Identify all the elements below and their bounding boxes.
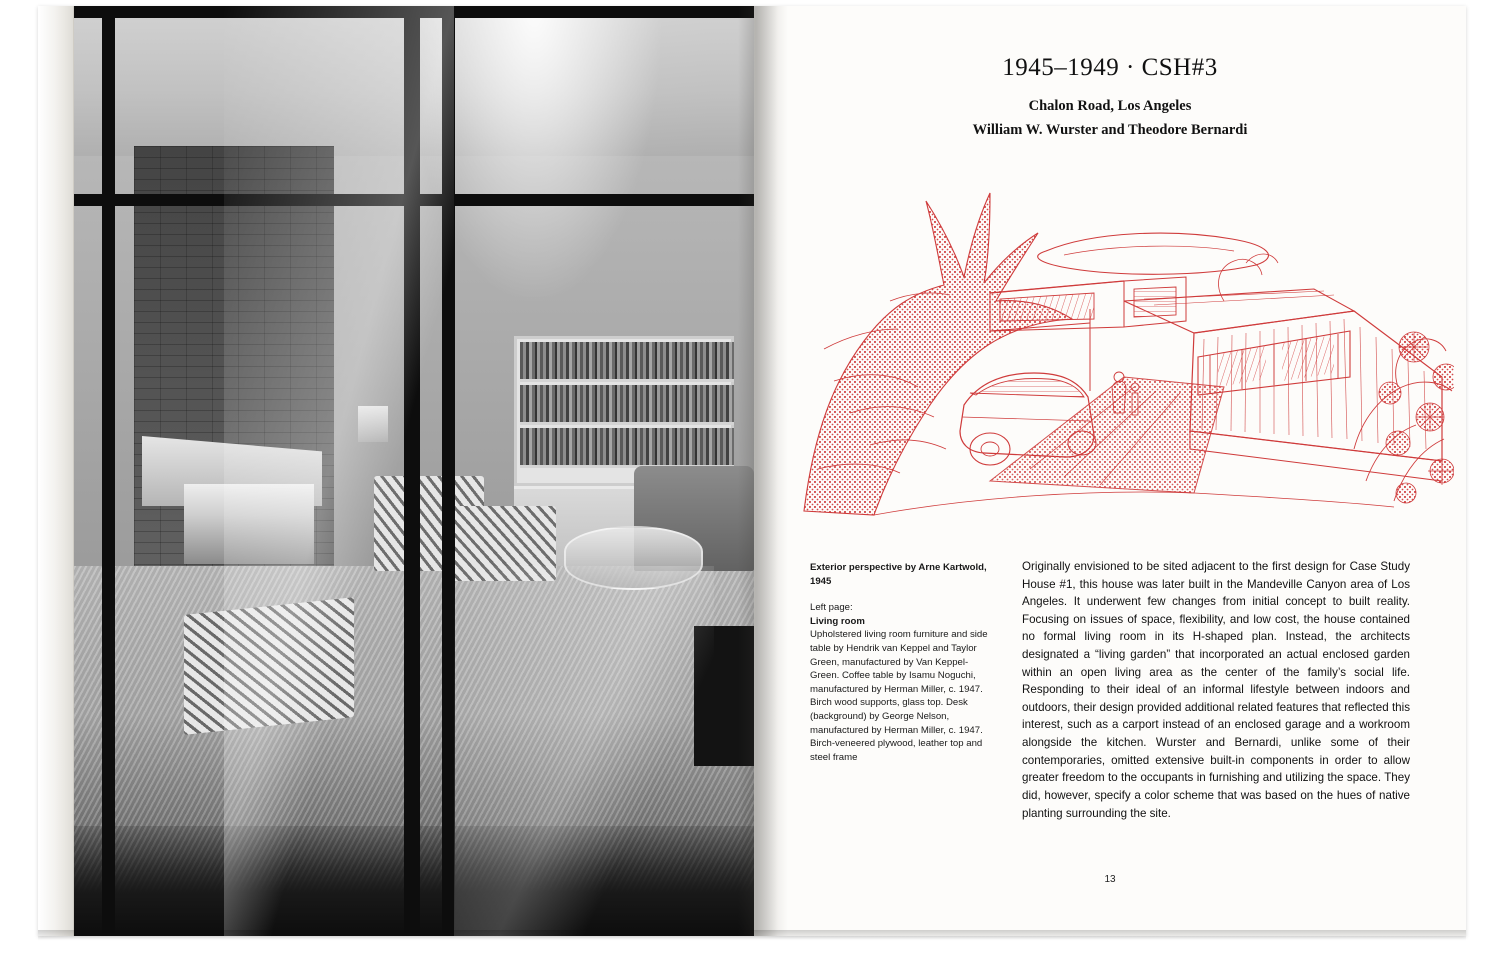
- photo-bookshelf-row: [520, 342, 734, 382]
- page-edge: [38, 6, 74, 936]
- photo-bookshelf-row: [520, 385, 734, 425]
- photo-foreground-chair: [184, 597, 354, 735]
- gutter-shadow: [754, 6, 788, 936]
- caption-lead-bold: Living room: [810, 615, 865, 627]
- interior-photo: [74, 6, 754, 936]
- photo-coffee-table: [564, 526, 703, 590]
- title-block: [754, 54, 1466, 139]
- photo-fireplace-opening: [184, 484, 314, 564]
- window-frame-vertical: [442, 6, 455, 936]
- caption-column: [810, 561, 992, 765]
- photo-foreground-desk: [694, 626, 754, 766]
- exterior-perspective-drawing: [794, 181, 1454, 531]
- window-frame-vertical: [102, 6, 115, 936]
- subtitle-location: Chalon Road, Los Angeles: [1028, 98, 1192, 114]
- caption-body: Upholstered living room furniture and side table by Hendrik van Keppel and Taylor Green, manufactured by Van Keppel-Green. Coffee table by Isamu Noguchi, manufactured by Herman Miller, c. 1947. Birch wood supports, glass top. Desk (background) by George Nelson, manufactured by Herman Miller, c. 1947. Birch-veneered plywood, leather top and steel frame: [810, 629, 988, 763]
- window-frame-vertical: [404, 6, 420, 936]
- page-number: 13: [1104, 874, 1116, 885]
- page-title: 1945–1949 · CSH#3: [1002, 54, 1218, 81]
- photo-table-lamp: [358, 406, 388, 442]
- open-book: [38, 6, 1466, 936]
- drawing-credit: Exterior perspective by Arne Kartwold, 1945: [810, 562, 987, 587]
- photo-upholstered-ottoman: [446, 506, 556, 581]
- photo-bookshelf-row: [520, 428, 734, 468]
- book-drop-shadow: [38, 930, 1466, 940]
- right-page: [754, 6, 1466, 936]
- caption-lead-small: Left page:: [810, 602, 853, 614]
- body-text: Originally envisioned to be sited adjacent to the first design for Case Study House #1, this house was later built in the Mandeville Canyon area of Los Angeles. It underwent few changes from initial concept to built reality. Focusing on issues of space, flexibility, and low cost, the house contained no formal living room in its H-shaped plan. Instead, the architects designated a “living garden” that incorporated an actual enclosed garden within an open living area as the center of the family’s social life. Responding to their ideal of an informal lifestyle between indoors and outdoors, their design provided additional related features that reflected this interest, such as a carport instead of an enclosed garage and a workroom alongside the kitchen. Wurster and Bernardi, unlike some of their contemporaries, omitted extensive built-in components in order to allow greater freedom to the occupants in furnishing and utilizing the space. They did, however, specify a color scheme that was based on the hues of native planting surrounding the site.: [1022, 560, 1410, 820]
- photo-bookcase: [514, 336, 734, 486]
- subtitle-architects: William W. Wurster and Theodore Bernardi: [972, 122, 1248, 138]
- left-page-photograph: [74, 6, 754, 936]
